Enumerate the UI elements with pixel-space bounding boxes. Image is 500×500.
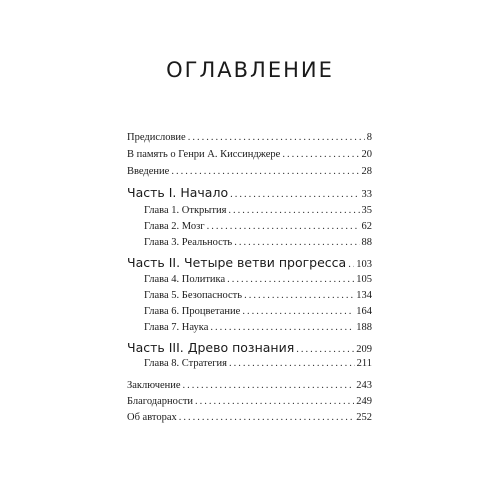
toc-entry-page: 105 — [356, 274, 372, 285]
toc-entry-label: Глава 3. Реальность — [144, 237, 233, 248]
toc-entry-label: Глава 2. Мозг — [144, 221, 205, 232]
toc-entry-label: Глава 8. Стратегия — [144, 358, 228, 369]
toc-entry-page: 134 — [356, 290, 372, 301]
toc-chapter-1[interactable] — [144, 205, 372, 216]
dot-leader — [171, 166, 359, 177]
toc-chapter-5[interactable] — [144, 290, 372, 301]
toc-entry-page: 62 — [361, 221, 372, 232]
toc-entry-about-authors[interactable] — [127, 412, 372, 423]
toc-entry-label: Благодарности — [127, 396, 194, 407]
toc-chapter-4[interactable] — [144, 274, 372, 285]
toc-entry-label: Глава 6. Процветание — [144, 306, 241, 317]
toc-entry-acknowledgements[interactable] — [127, 396, 372, 407]
toc-entry-page: 243 — [356, 380, 372, 391]
toc-entry-conclusion[interactable] — [127, 380, 372, 391]
dot-leader — [234, 237, 359, 248]
dot-leader — [227, 274, 354, 285]
dot-leader — [188, 132, 365, 143]
dot-leader — [179, 412, 354, 423]
toc-entry-label: Введение — [127, 166, 170, 177]
dot-leader — [229, 358, 355, 369]
toc-entry-label: Глава 7. Наука — [144, 322, 209, 333]
dot-leader — [230, 189, 359, 200]
toc-entry-preface[interactable] — [127, 132, 372, 143]
toc-chapter-8[interactable] — [144, 358, 372, 369]
toc-entry-page: 88 — [361, 237, 372, 248]
toc-chapter-6[interactable] — [144, 306, 372, 317]
toc-entry-page: 8 — [366, 132, 372, 143]
toc-entry-page: 209 — [356, 344, 372, 355]
toc-chapter-3[interactable] — [144, 237, 372, 248]
toc-entry-page: 20 — [361, 149, 372, 160]
toc-part-label: Часть II. Четыре ветви прогресса — [127, 255, 347, 270]
toc-part-label: Часть III. Древо познания — [127, 340, 295, 355]
toc-entry-page: 164 — [356, 306, 372, 317]
toc-entry-page: 33 — [361, 189, 372, 200]
toc-entry-label: Глава 1. Открытия — [144, 205, 227, 216]
dot-leader — [296, 344, 354, 355]
dot-leader — [348, 259, 354, 270]
dot-leader — [210, 322, 354, 333]
dot-leader — [242, 306, 354, 317]
dot-leader — [195, 396, 354, 407]
toc-entry-page: 188 — [356, 322, 372, 333]
toc-part-1[interactable] — [127, 185, 372, 200]
toc-part-label: Часть I. Начало — [127, 185, 229, 200]
dot-leader — [207, 221, 360, 232]
toc-entry-in-memory[interactable] — [127, 149, 372, 160]
toc-entry-page: 103 — [356, 259, 372, 270]
page-title: ОГЛАВЛЕНИЕ — [166, 58, 334, 82]
toc-part-3[interactable] — [127, 340, 372, 355]
toc-entry-label: В память о Генри А. Киссинджере — [127, 149, 281, 160]
toc-entry-page: 28 — [361, 166, 372, 177]
toc-entry-label: Заключение — [127, 380, 181, 391]
toc-entry-introduction[interactable] — [127, 166, 372, 177]
dot-leader — [183, 380, 355, 391]
toc-entry-label: Об авторах — [127, 412, 177, 423]
toc-entry-label: Предисловие — [127, 132, 186, 143]
dot-leader — [282, 149, 359, 160]
toc-entry-page: 35 — [361, 205, 372, 216]
dot-leader — [244, 290, 354, 301]
toc-entry-page: 252 — [356, 412, 372, 423]
toc-entry-page: 211 — [356, 358, 372, 369]
toc-entry-page: 249 — [356, 396, 372, 407]
toc-entry-label: Глава 5. Безопасность — [144, 290, 243, 301]
dot-leader — [228, 205, 359, 216]
toc-chapter-7[interactable] — [144, 322, 372, 333]
toc-entry-label: Глава 4. Политика — [144, 274, 226, 285]
toc-part-2[interactable] — [127, 255, 372, 270]
toc-chapter-2[interactable] — [144, 221, 372, 232]
